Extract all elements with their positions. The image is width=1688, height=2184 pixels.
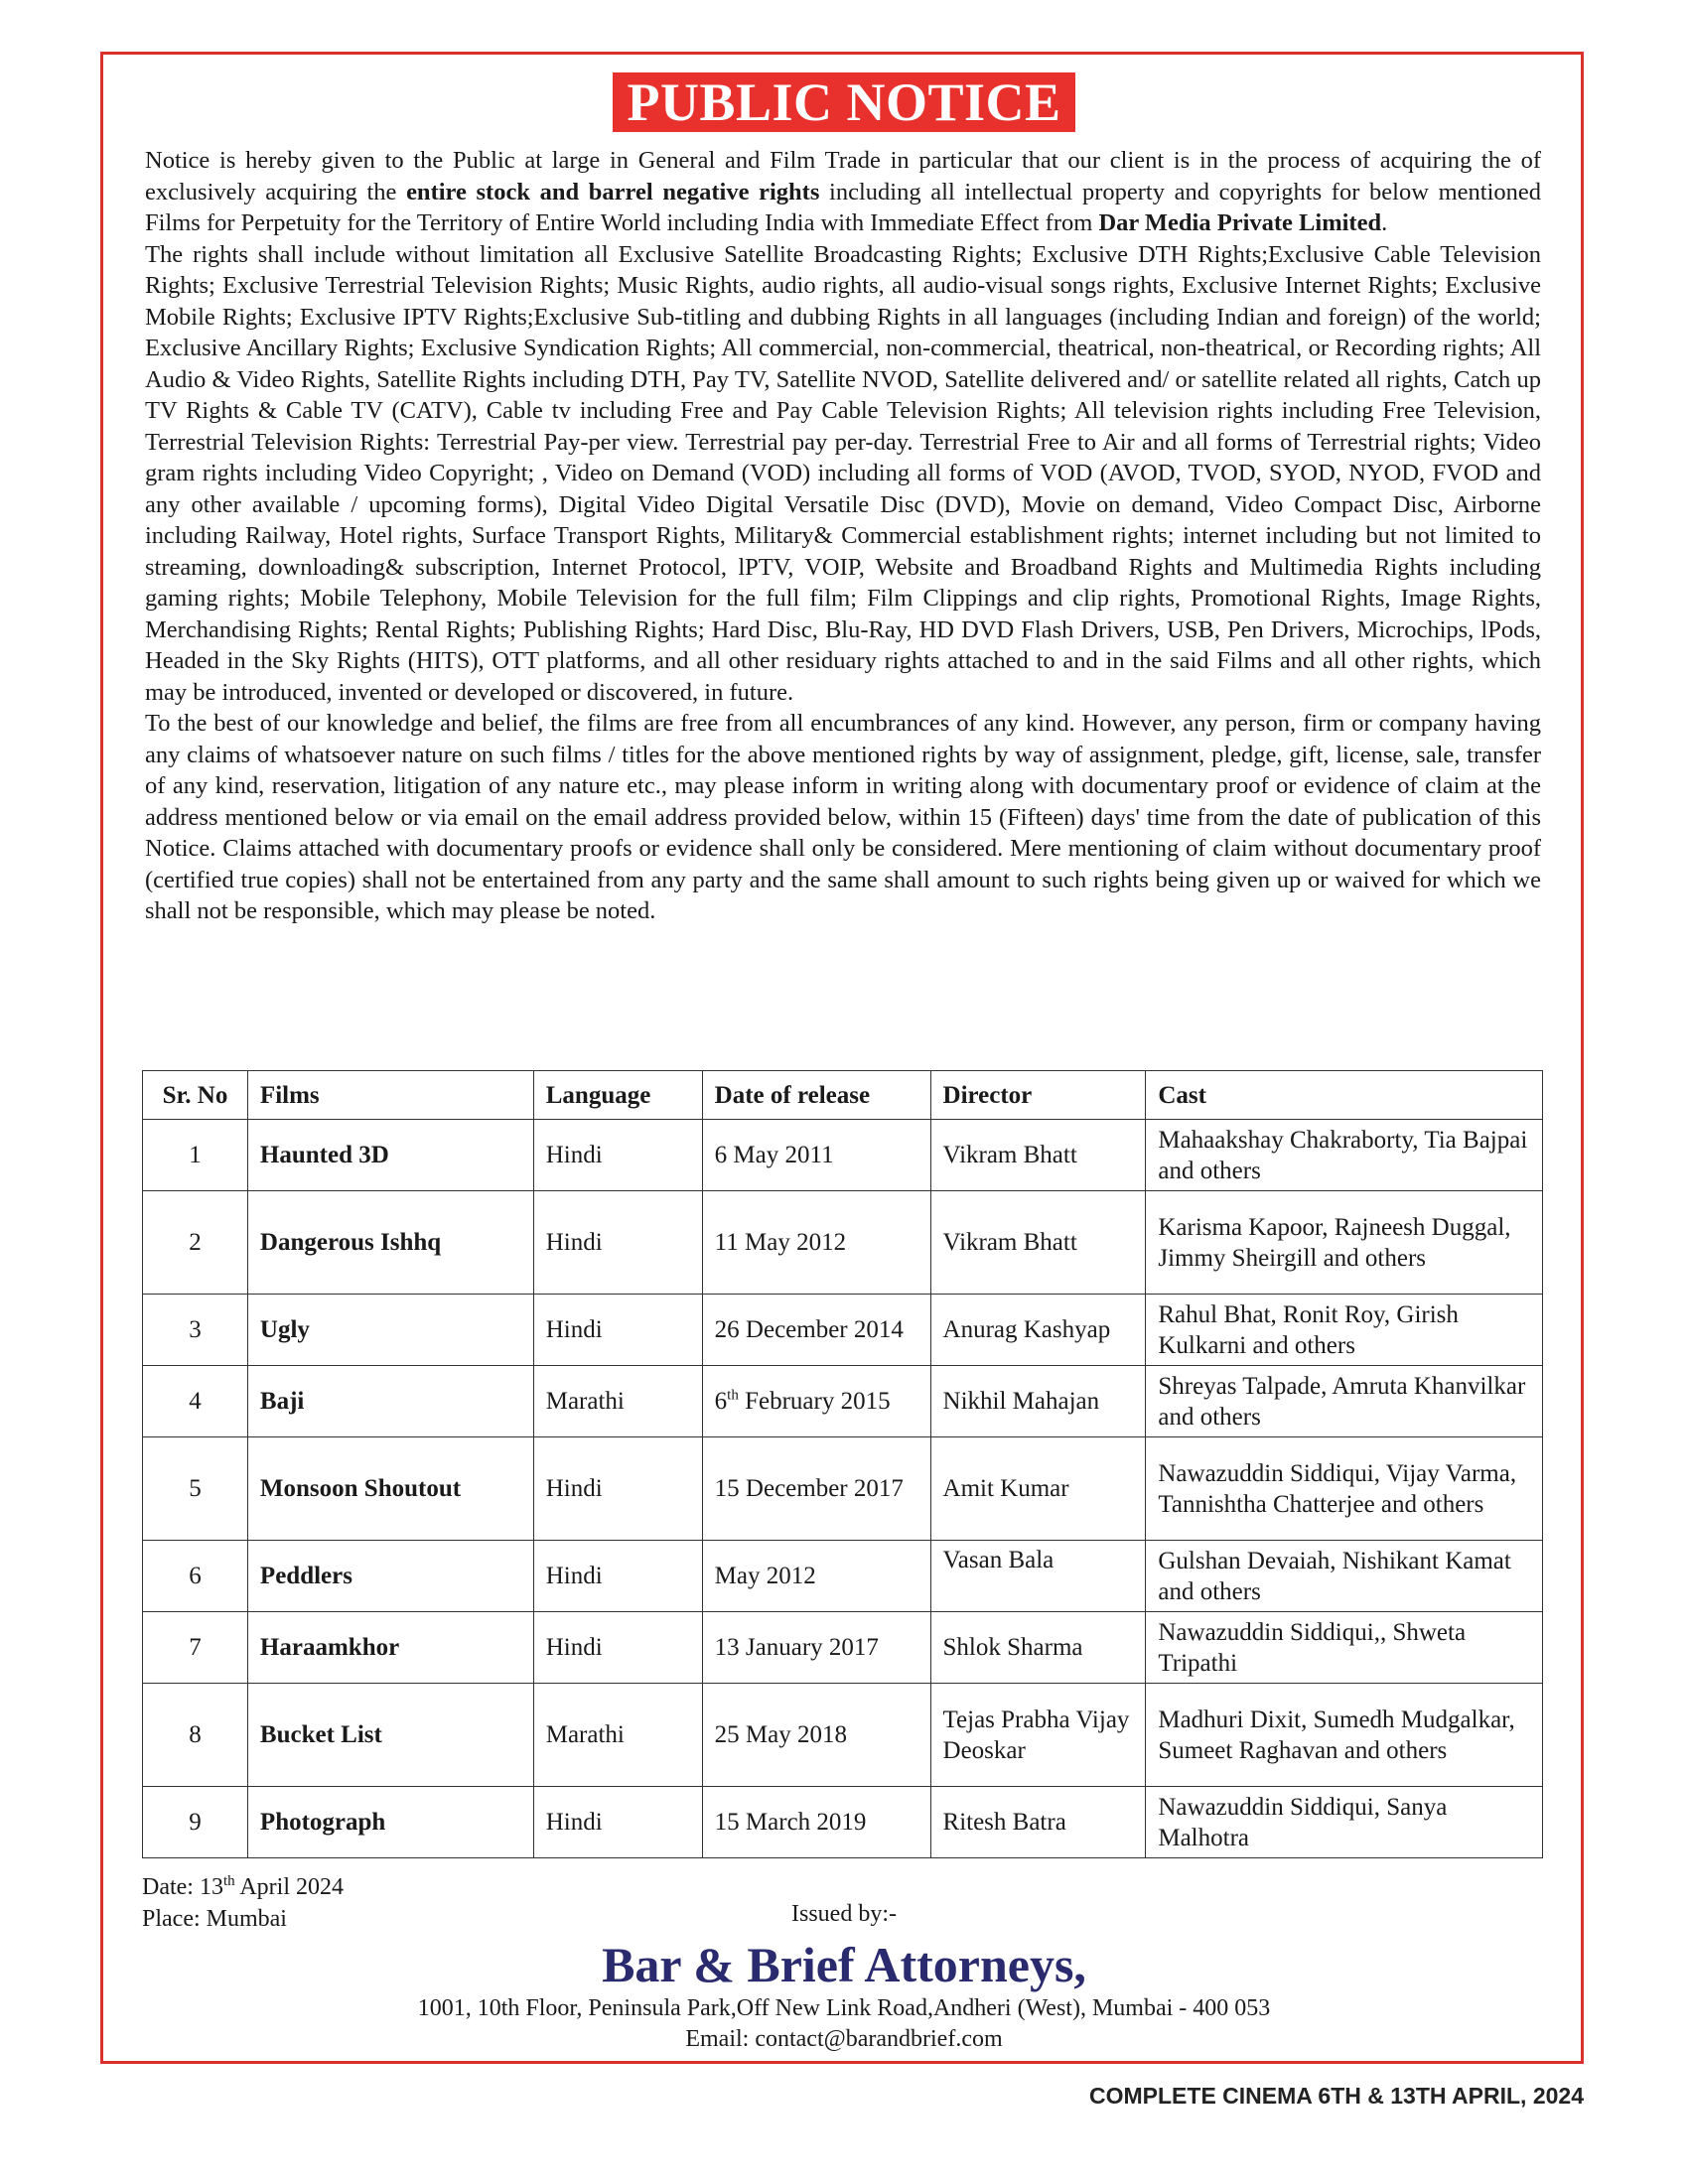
date-ordinal: th [727,1387,739,1404]
cell-sr: 3 [143,1295,248,1366]
cell-cast: Nawazuddin Siddiqui, Vijay Varma, Tannishtha Chatterjee and others [1146,1437,1543,1541]
cell-sr: 4 [143,1366,248,1437]
table-row [143,1191,1543,1295]
cell-film: Peddlers [247,1541,533,1612]
cell-language: Hindi [533,1120,702,1191]
cell-cast: Rahul Bhat, Ronit Roy, Girish Kulkarni and others [1146,1295,1543,1366]
cell-date: 26 December 2014 [702,1295,930,1366]
date-ordinal: th [222,1873,235,1889]
firm-name: Bar & Brief Attorneys, [602,1937,1086,1992]
table-row [143,1612,1543,1684]
header-sr-no: Sr. No [143,1071,248,1120]
cell-date: 13 January 2017 [702,1612,930,1684]
cell-director: Vasan Bala [930,1541,1146,1612]
header-cast: Cast [1146,1071,1543,1120]
table-row [143,1684,1543,1787]
cell-date: 6 May 2011 [702,1120,930,1191]
cell-sr: 6 [143,1541,248,1612]
cell-film: Photograph [247,1787,533,1858]
date-day: 6 [714,1388,728,1415]
firm-address: 1001, 10th Floor, Peninsula Park,Off New Link Road,Andheri (West), Mumbai - 400 053 [417,1995,1271,2021]
cell-director: Vikram Bhatt [930,1120,1146,1191]
rights-emphasis: entire stock and barrel negative rights [406,178,820,205]
cell-director: Tejas Prabha Vijay Deoskar [930,1684,1146,1787]
cell-date: 11 May 2012 [702,1191,930,1295]
cell-language: Hindi [533,1612,702,1684]
cell-language: Hindi [533,1437,702,1541]
cell-cast: Mahaakshay Chakraborty, Tia Bajpai and others [1146,1120,1543,1191]
company-name: Dar Media Private Limited [1098,209,1382,236]
cell-director: Vikram Bhatt [930,1191,1146,1295]
issued-by-label: Issued by:- [791,1901,897,1927]
cell-sr: 2 [143,1191,248,1295]
date-rest: April 2024 [234,1874,344,1900]
table-row [143,1295,1543,1366]
cell-date: May 2012 [702,1541,930,1612]
header-date: Date of release [702,1071,930,1120]
cell-language: Marathi [533,1684,702,1787]
cell-language: Hindi [533,1787,702,1858]
table-row [143,1787,1543,1858]
notice-title: PUBLIC NOTICE [613,72,1074,132]
cell-film: Bucket List [247,1684,533,1787]
cell-language: Hindi [533,1191,702,1295]
claims-paragraph: To the best of our knowledge and belief, the films are free from all encumbrances of any kind. However, any person, firm or company having any claims of whatsoever nature on such films / titles for the above mentioned rights by way of assignment, pledge, gift, license, sale, transfer of any kind, reservation, litigation of any nature etc., may please inform in writing along with documentary proof or evidence of claim at the address mentioned below or via email on the email address provided below, within 15 (Fifteen) days' time from the date of publication of this Notice. Claims attached with documentary proofs or evidence shall only be considered. Mere mentioning of claim without documentary proof (certified true copies) shall not be entertained from any party and the same shall amount to such rights being given up or waived for which we shall not be responsible, which may please be noted. [145,710,1541,924]
cell-sr: 5 [143,1437,248,1541]
films-table [142,1070,1543,1858]
cell-film: Baji [247,1366,533,1437]
cell-date: 15 March 2019 [702,1787,930,1858]
cell-language: Marathi [533,1366,702,1437]
date-label: Date: 13 [142,1874,223,1900]
publication-footer: COMPLETE CINEMA 6TH & 13TH APRIL, 2024 [1089,2083,1584,2109]
cell-cast: Madhuri Dixit, Sumedh Mudgalkar, Sumeet Raghavan and others [1146,1684,1543,1787]
cell-director: Ritesh Batra [930,1787,1146,1858]
date-rest: February 2015 [738,1388,891,1415]
intro-paragraph [145,145,1541,239]
cell-director: Anurag Kashyap [930,1295,1146,1366]
cell-director: Amit Kumar [930,1437,1146,1541]
firm-email: Email: contact@barandbrief.com [685,2026,1003,2052]
firm-contact [0,1993,1688,2055]
rights-paragraph: The rights shall include without limitation all Exclusive Satellite Broadcasting Rights; Exclusive DTH Rights;Exclusive Cable Television Rights; Exclusive Terrestrial Television Rights; Music Rights, audio rights, all audio-visual songs rights, Exclusive Internet Rights; Exclusive Mobile Rights; Exclusive IPTV Rights;Exclusive Sub-titling and dubbing Rights in all languages (including Indian and foreign) of the world; Exclusive Ancillary Rights; Exclusive Syndication Rights; All commercial, non-commercial, theatrical, non-theatrical, or Recording rights; All Audio & Video Rights, Satellite Rights including DTH, Pay TV, Satellite NVOD, Satellite delivered and/ or satellite related all rights, Catch up TV Rights & Cable TV (CATV), Cable tv including Free and Pay Cable Television Rights; All television rights including Free Television, Terrestrial Television Rights: Terrestrial Pay-per view. Terrestrial pay per-day. Terrestrial Free to Air and all forms of Terrestrial rights; Video gram rights including Video Copyright; , Video on Demand (VOD) including all forms of VOD (AVOD, TVOD, SYOD, NYOD, FVOD and any other available / upcoming forms), Digital Video Digital Versatile Disc (DVD), Movie on demand, Video Compact Disc, Airborne including Railway, Hotel rights, Surface Transport Rights, Military& Commercial establishment rights; internet including but not limited to streaming, downloading& subscription, Internet Protocol, lPTV, VOIP, Website and Broadband Rights and Multimedia Rights including gaming rights; Mobile Telephony, Mobile Television for the full film; Film Clippings and clip rights, Promotional Rights, Image Rights, Merchandising Rights; Rental Rights; Publishing Rights; Hard Disc, Blu-Ray, HD DVD Flash Drivers, USB, Pen Drivers, Microchips, lPods, Headed in the Sky Rights (HITS), OTT platforms, and all other residuary rights attached to and in the said Films and all other rights, which may be introduced, invented or developed or discovered, in future. [145,240,1541,706]
cell-cast: Nawazuddin Siddiqui, Sanya Malhotra [1146,1787,1543,1858]
cell-sr: 8 [143,1684,248,1787]
cell-sr: 9 [143,1787,248,1858]
header-language: Language [533,1071,702,1120]
cell-language: Hindi [533,1541,702,1612]
notice-place: Place: Mumbai [142,1906,287,1932]
notice-body [145,145,1541,927]
cell-film: Ugly [247,1295,533,1366]
table-row [143,1366,1543,1437]
issued-by [0,1898,1688,1930]
cell-sr: 7 [143,1612,248,1684]
table-row [143,1120,1543,1191]
cell-cast: Nawazuddin Siddiqui,, Shweta Tripathi [1146,1612,1543,1684]
cell-date [702,1366,930,1437]
cell-director: Nikhil Mahajan [930,1366,1146,1437]
table-header-row [143,1071,1543,1120]
table-row [143,1437,1543,1541]
table-row [143,1541,1543,1612]
cell-cast: Shreyas Talpade, Amruta Khanvilkar and others [1146,1366,1543,1437]
cell-film: Dangerous Ishhq [247,1191,533,1295]
intro-text: Notice is hereby given to the Public at large in General and Film Trade in particular that our client is in the process of acquiring the of exclusively acquiring the [145,147,1541,205]
header-films: Films [247,1071,533,1120]
cell-film: Haunted 3D [247,1120,533,1191]
cell-sr: 1 [143,1120,248,1191]
title-wrapper [0,72,1688,132]
header-director: Director [930,1071,1146,1120]
cell-director: Shlok Sharma [930,1612,1146,1684]
cell-date: 15 December 2017 [702,1437,930,1541]
cell-date: 25 May 2018 [702,1684,930,1787]
cell-film: Haraamkhor [247,1612,533,1684]
intro-text-cont: including all intellectual property and copyrights for below mentioned Films for Perpetuity for the Territory of Entire World including India with Immediate Effect from [145,178,1541,236]
cell-language: Hindi [533,1295,702,1366]
cell-cast: Gulshan Devaiah, Nishikant Kamat and others [1146,1541,1543,1612]
cell-film: Monsoon Shoutout [247,1437,533,1541]
cell-cast: Karisma Kapoor, Rajneesh Duggal, Jimmy Sheirgill and others [1146,1191,1543,1295]
intro-end: . [1381,209,1388,236]
